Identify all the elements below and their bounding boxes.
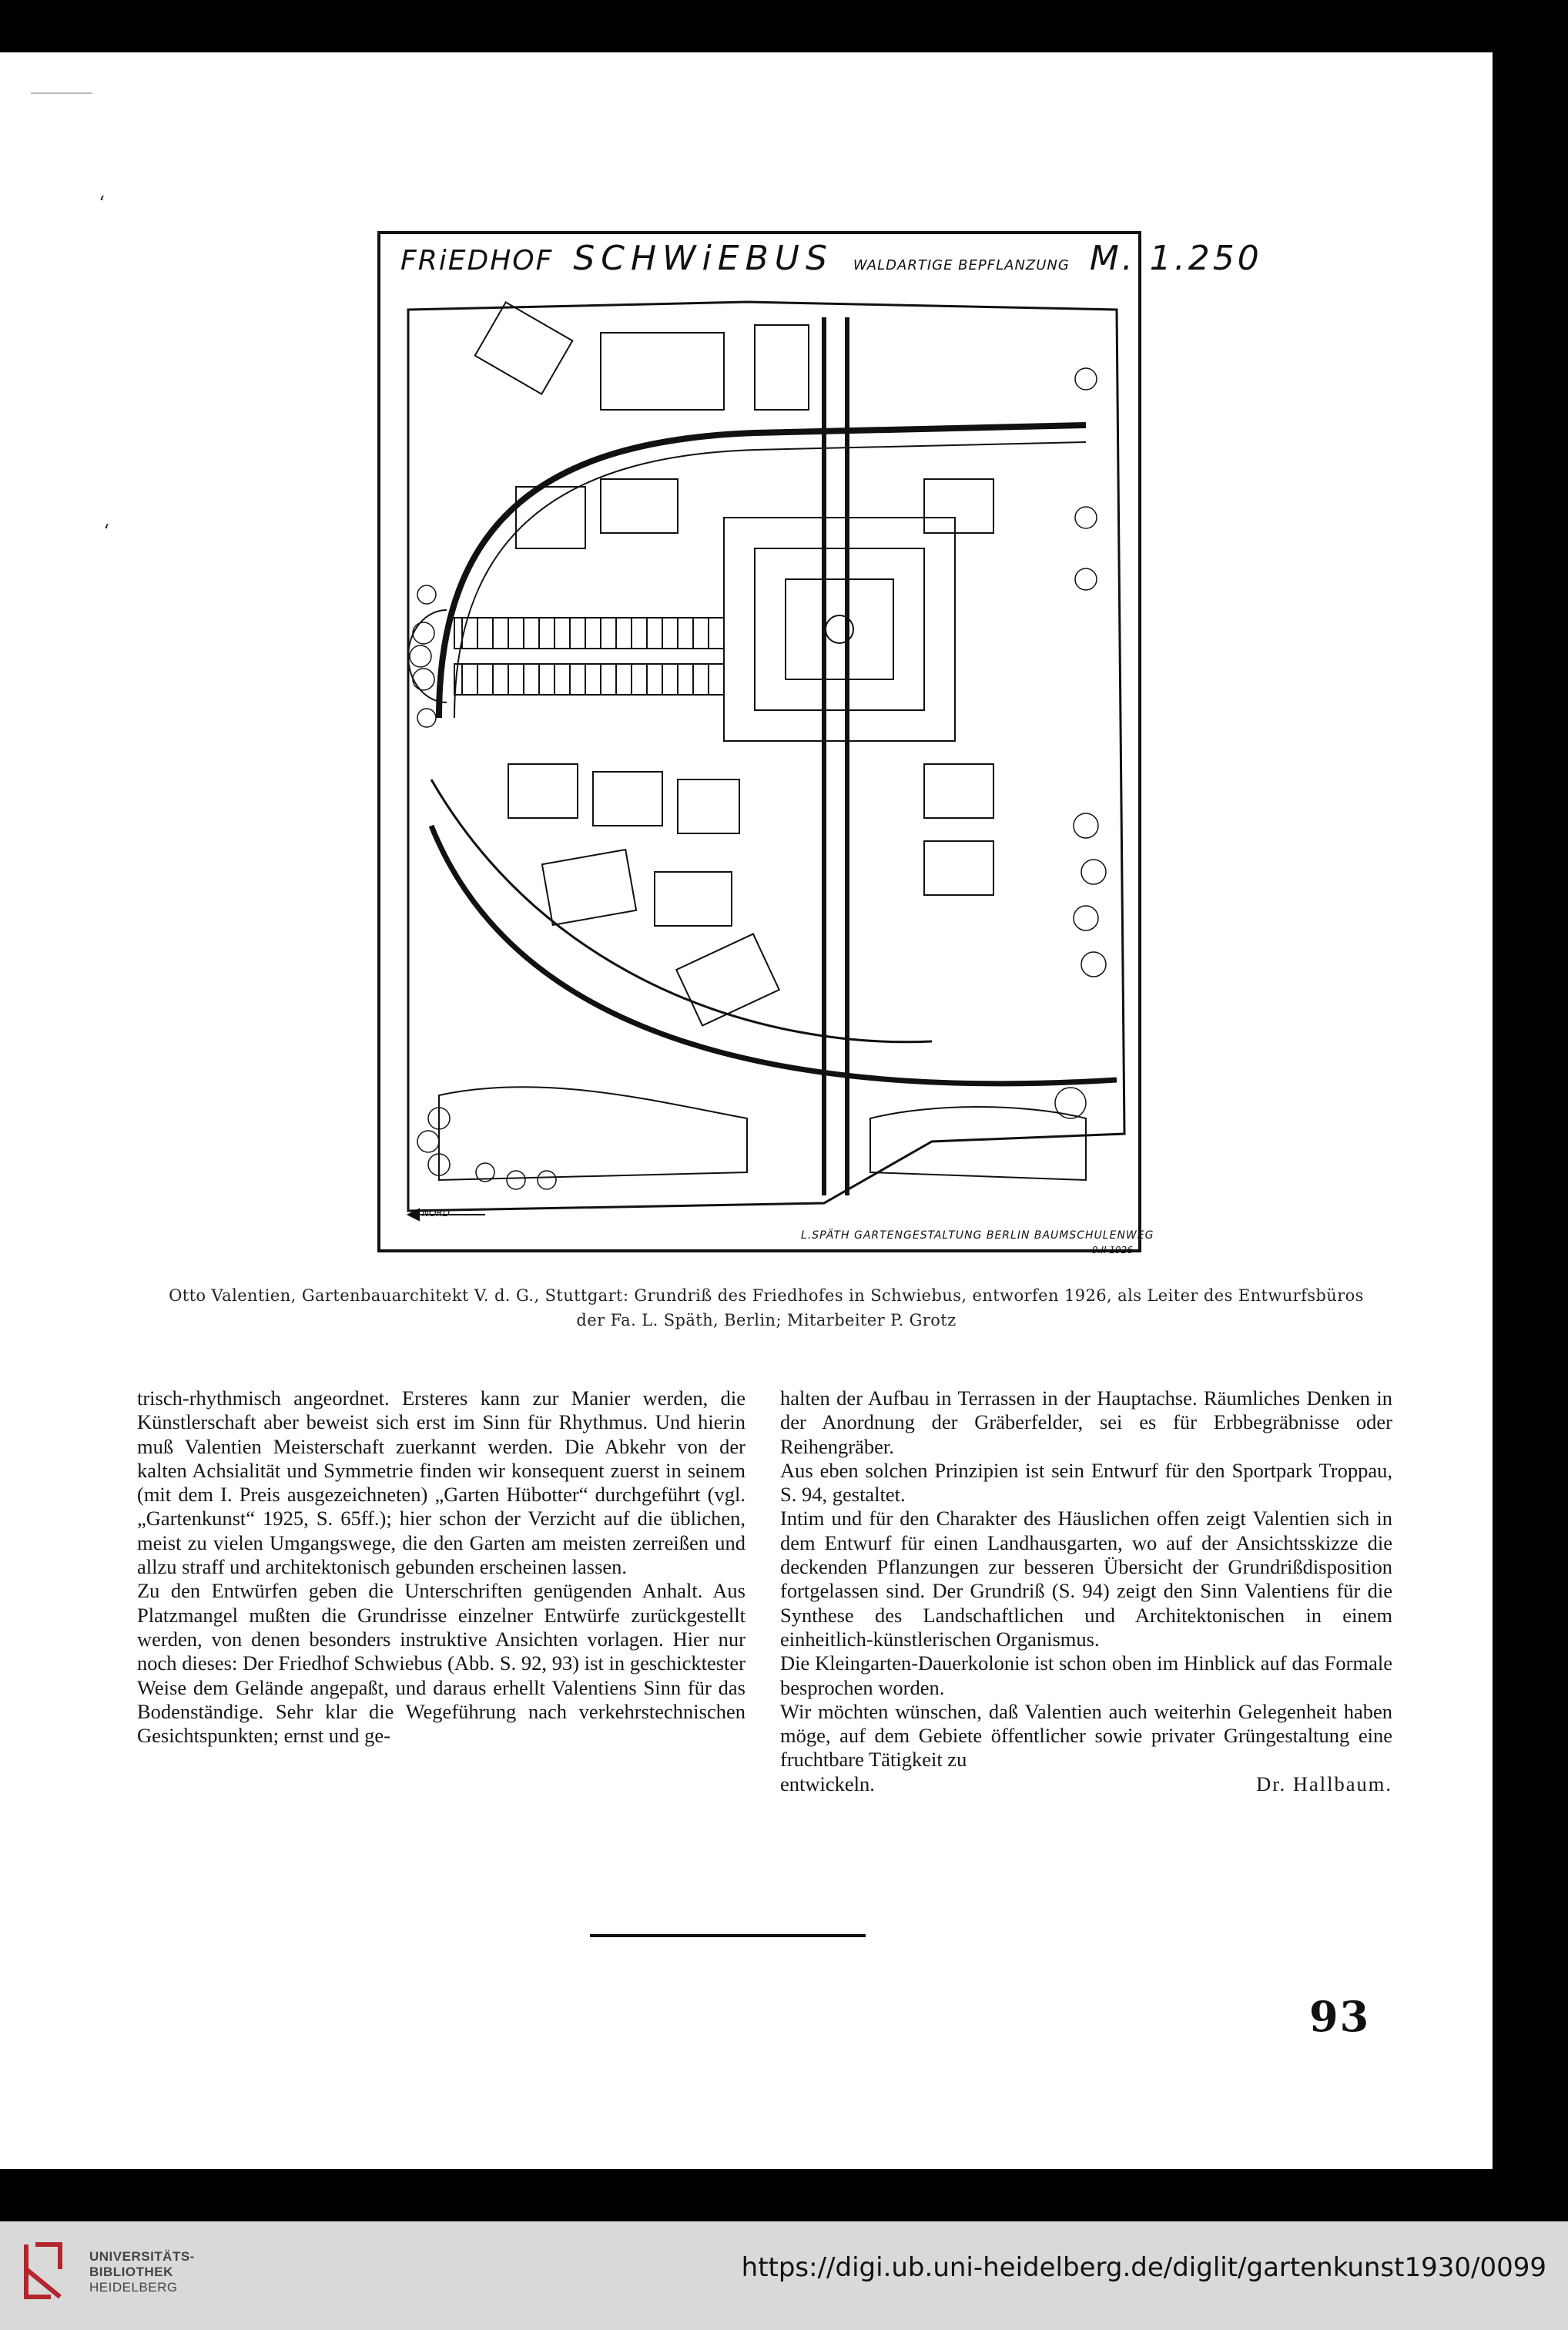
- library-name-line: UNIVERSITÄTS-: [89, 2249, 195, 2264]
- page-number: 93: [1309, 1992, 1371, 2041]
- scan-speck: ʻ: [99, 193, 106, 216]
- end-rule: [590, 1934, 866, 1937]
- plan-title-word2: SCHWiEBUS: [573, 239, 833, 278]
- paragraph: Aus eben solchen Prinzipien ist sein Entwurf für den Sportpark Troppau, S. 94, gestaltet.: [780, 1458, 1392, 1507]
- permalink-url[interactable]: https://digi.ub.uni-heidelberg.de/diglit/gartenkunst1930/0099: [741, 2252, 1546, 2283]
- paragraph: halten der Aufbau in Terrassen in der Hauptachse. Räumliches Denken in der Anordnung der Gräberfelder, sei es für Erbbegräbnisse oder Reihengräber.: [780, 1386, 1392, 1458]
- figure-caption: [146, 1283, 1386, 1333]
- signature-line: [780, 1772, 1392, 1796]
- university-library-logo-icon[interactable]: [20, 2238, 74, 2303]
- plan-title-scale: M. 1.250: [1089, 239, 1262, 278]
- text-column-right: [780, 1386, 1392, 1796]
- scan-edge-mark: [31, 92, 92, 94]
- library-name-line: BIBLIOTHEK: [89, 2265, 173, 2279]
- paragraph: Zu den Entwürfen geben die Unterschriften genügenden Anhalt. Aus Platzmangel mußten die Grundrisse einzelner Entwürfe zurückgestellt werden, von denen besonders instruktive Ansichten vorlagen. Hier nur noch dieses: Der Friedhof Schwiebus (Abb. S. 92, 93) ist in geschicktester Weise dem Gelände angepaßt, und daraus erhellt Valentiens Sinn für das Bodenständige. Sehr klar die Wegeführung nach verkehrstechnischen Gesichtspunkten; ernst und ge-: [137, 1579, 745, 1748]
- plan-title-sub: WALDARTIGE BEPFLANZUNG: [853, 257, 1070, 273]
- paragraph: Intim und für den Charakter des Häuslichen offen zeigt Valentien sich in dem Entwurf für einen Landhausgarten, wo auf der Ansichtsskizze die deckenden Pflanzungen zur besseren Übersicht der Grundrißdisposition fortgelassen sind. Der Grundriß (S. 94) zeigt den Sinn Valentiens für die Synthese des Landschaftlichen und Architektonischen in einem einheitlich-künstlerischen Organismus.: [780, 1507, 1392, 1651]
- text-column-left: [137, 1386, 745, 1748]
- library-name-line: HEIDELBERG: [89, 2280, 178, 2295]
- caption-line: Otto Valentien, Gartenbauarchitekt V. d. G., Stuttgart: Grundriß des Friedhofes in Schwiebus, entworfen 1926, als Leiter des Entwurfsbüros: [169, 1286, 1364, 1305]
- paragraph: Die Kleingarten-Dauerkolonie ist schon oben im Hinblick auf das Formale besprochen worden.: [780, 1651, 1392, 1699]
- paragraph: trisch-rhythmisch angeordnet. Ersteres kann zur Manier werden, die Künstlerschaft aber beweist sich erst im Sinn für Rhythmus. Und hierin muß Valentien Meisterschaft zuerkannt werden. Die Abkehr von der kalten Achsialität und Symmetrie finden wir konsequent zuerst in seinem (mit dem I. Preis ausgezeichneten) „Garten Hübotter“ durchgeführt (vgl. „Gartenkunst“ 1925, S. 65ff.); hier schon der Verzicht auf die üblichen, meist zu vielen Umgangswege, die den Garten am meisten zerreißen und allzu straff und architektonisch gebunden erscheinen lassen.: [137, 1386, 745, 1579]
- plan-credit: L.SPÄTH GARTENGESTALTUNG BERLIN BAUMSCHULENWEG: [801, 1229, 1154, 1242]
- last-line: entwickeln.: [780, 1772, 875, 1795]
- north-arrow-label: NORD: [422, 1208, 450, 1219]
- scan-speck: ʻ: [103, 521, 110, 544]
- caption-line: der Fa. L. Späth, Berlin; Mitarbeiter P. Grotz: [576, 1311, 957, 1329]
- paragraph: Wir möchten wünschen, daß Valentien auch weiterhin Gelegenheit haben möge, auf dem Gebiete öffentlicher sowie privater Grüngestaltung eine fruchtbare Tätigkeit zu: [780, 1699, 1392, 1772]
- cemetery-plan-drawing: [393, 287, 1140, 1235]
- author: Dr. Hallbaum.: [1256, 1772, 1392, 1795]
- plan-title-word1: FRiEDHOF: [400, 245, 554, 277]
- library-name[interactable]: [89, 2249, 195, 2295]
- plan-date: 9.II 1926: [1092, 1245, 1133, 1256]
- plan-title: [384, 239, 1262, 285]
